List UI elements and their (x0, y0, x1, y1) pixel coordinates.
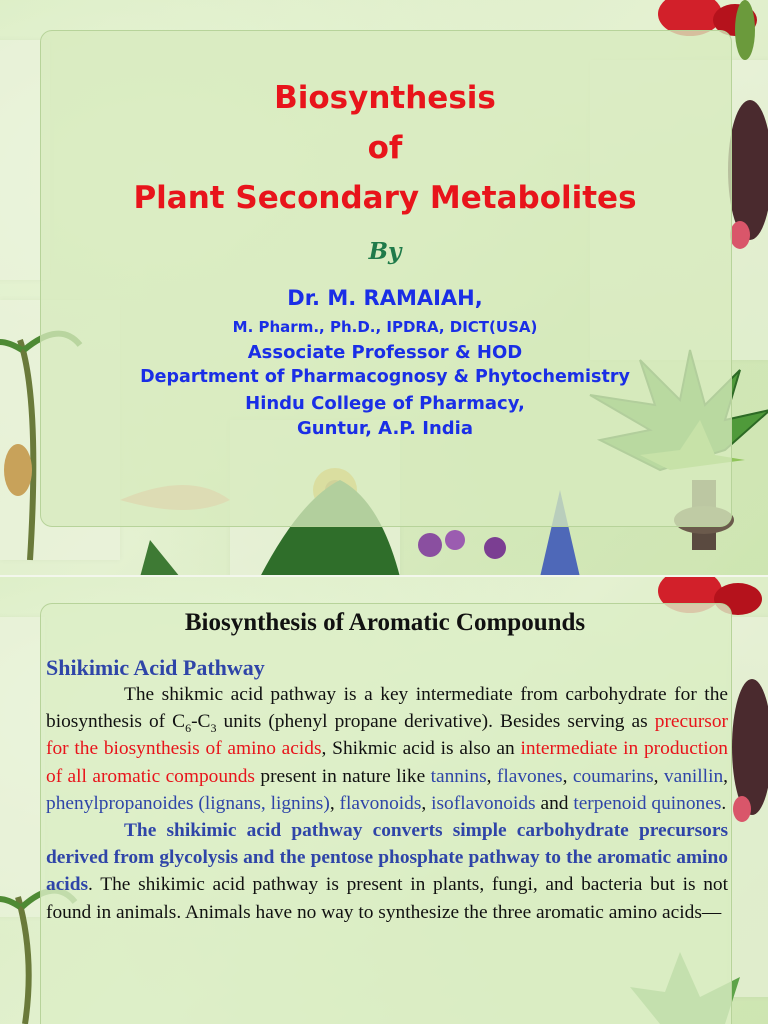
content-slide (0, 577, 768, 1024)
body-text (46, 681, 728, 926)
paragraph-1: The shikmic acid pathway is a key intermediate from carbohydrate for the biosynthesis of $C_6-C_3$ units (phenyl propane derivative). Besides serving as precursor for the biosynthesis of amino acids, Shikmic acid is also an intermediate in production of all aromatic compounds present in nature like tannins, flavones, coumarins, vanillin, phenylpropanoides (lignans, lignins), flavonoids, isoflavonoids and terpenoid quinones. (46, 684, 729, 814)
section-subheading: Shikimic Acid Pathway (46, 655, 265, 680)
author-qualifications: M. Pharm., Ph.D., IPDRA, DICT(USA) (232, 318, 538, 336)
title-line-3: Plant Secondary Metabolites (133, 180, 637, 216)
title-line-2: of (367, 130, 403, 166)
dark-leaf-icon (732, 679, 768, 822)
paragraph-2: The shikimic acid pathway converts simple carbohydrate precursors derived from glycolysis and the pentose phosphate pathway to the aromatic amino acids. The shikimic acid pathway is present in plants, fungi, and bacteria but is not found in animals. Animals have no way to synthesize the three aromatic amino acids— (46, 820, 728, 923)
by-label: By (368, 238, 402, 265)
slide-heading: Biosynthesis of Aromatic Compounds (184, 609, 586, 636)
author-college: Hindu College of Pharmacy, (245, 393, 525, 414)
author-department: Department of Pharmacognosy & Phytochemistry (140, 367, 630, 387)
title-line-1: Biosynthesis (274, 80, 496, 116)
author-location: Guntur, A.P. India (297, 418, 473, 439)
dark-leaf-icon (728, 100, 768, 249)
author-position: Associate Professor & HOD (247, 342, 523, 363)
author-name: Dr. M. RAMAIAH, (287, 286, 483, 310)
